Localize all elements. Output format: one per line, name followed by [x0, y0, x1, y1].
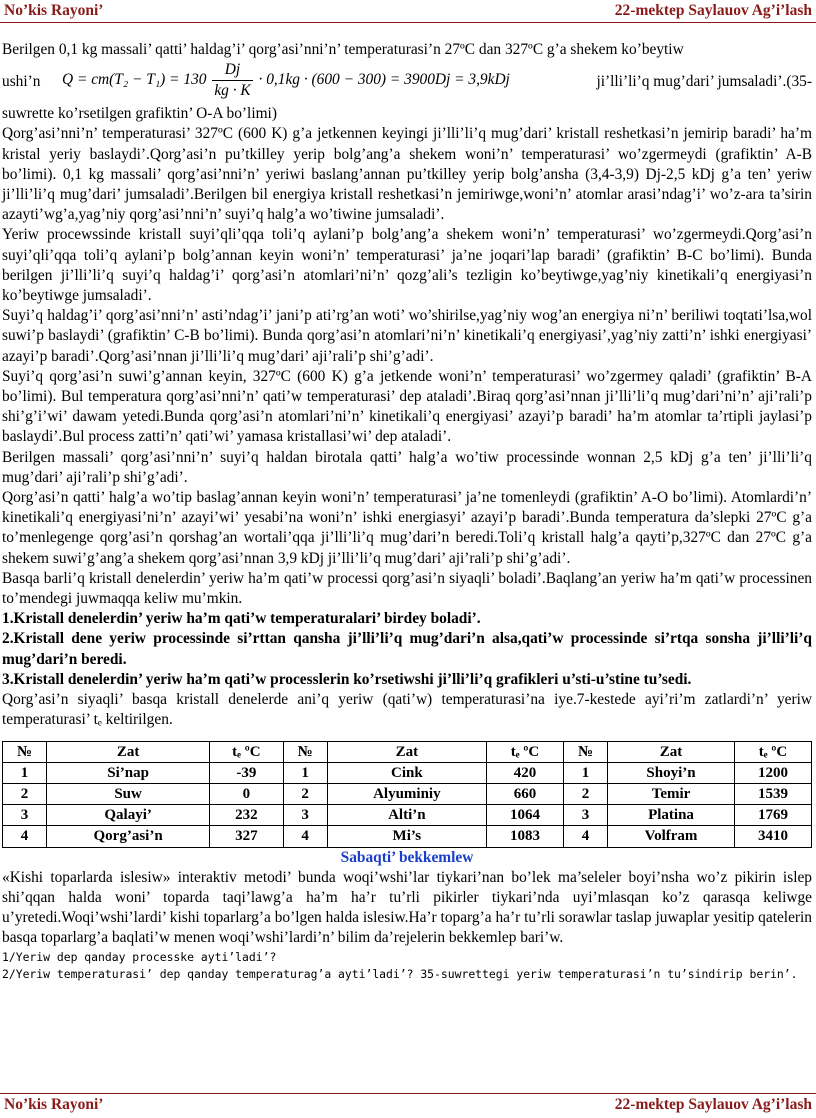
table-cell: 4	[563, 826, 607, 847]
table-cell: 0	[210, 783, 283, 804]
col-header: Zat	[327, 741, 486, 762]
table-cell: -39	[210, 762, 283, 783]
header-right: 22-mektep Saylauov Ag’i’lash	[614, 2, 812, 19]
table-cell: 1083	[487, 826, 564, 847]
table-cell: 1	[563, 762, 607, 783]
table-row	[3, 783, 812, 804]
table-cell: 1064	[487, 805, 564, 826]
conclusion-3: 3.Kristall denelerdin’ yeriw ha’m qati’w processlerin ko’rsetiwshi ji’lli’li’q grafikleri u’sti-u’stine tu’sedi.	[2, 670, 692, 688]
col-header: Zat	[608, 741, 735, 762]
document-body	[2, 40, 812, 983]
table-cell: Mi’s	[327, 826, 486, 847]
section-title: Sabaqti’ bekkemlew	[340, 848, 474, 866]
col-header: Zat	[47, 741, 210, 762]
table-cell: 1	[3, 762, 47, 783]
formula-suffix: ji’lli’li’q mug’dari’ jumsaladi’.(35-	[596, 73, 812, 91]
footer-right: 22-mektep Saylauov Ag’i’lash	[614, 1096, 812, 1113]
col-header: tₑ ºC	[487, 741, 564, 762]
paragraph-8: Qorg’asi’n qatti’ halg’a wo’tip baslag’annan keyin woni’n’ temperaturasi’ ja’ne tomenleydi (grafiktin’ A-O bo’limi). Atomlardi’n’ kinetikali’q energiyasi’ni’n’ azayi’wi’ yesabi’na woni’n’ ishki energiasyi’ azayi’p baradi’.Bunda temperatura da’slepki 27ºC g’a to’menlegenge qorg’asi’n qorshag’an wortali’qqa ji’lli’li’q mug’dari’n beredi.Toli’q kristall halg’a qayti’p,327ºC dan 27ºC g’a shekem suwi’g’ang’a shekem qorg’asi’nnan 3,9 kDj ji’lli’li’q mug’dari’ aji’rali’p shi’g’adi’.	[2, 489, 812, 567]
page-footer	[0, 1093, 816, 1118]
table-cell: 2	[3, 783, 47, 804]
table-cell: 660	[487, 783, 564, 804]
conclusion-1: 1.Kristall denelerdin’ yeriw ha’m qati’w temperaturalari’ birdey boladi’.	[2, 610, 481, 628]
paragraph-3: Qorg’asi’nni’n’ temperaturasi’ 327ºC (600 K) g’a jetkennen keyingi ji’lli’li’q mug’dari’ kristall reshetkasi’n jemirip baradi’ ha’m kristal yeriy baslaydi’.Qorg’asi’n pu’tkilley yerip bolg’ang’a shekem woni’n’ temperaturasi’ wo’zgermeydi (grafiktin’ A-B bo’limi). 0,1 kg massali’ qorg’asi’nni’n’ yeriwi baslang’annan pu’tkilley yerip bolg’ansha (3,4-3,9) Dj-2,5 kDj g’a ten’ yeriw ji’lli’li’q mug’dari’ jumsaladi’.Berilgen bil energiya kristall reshetkasi’n jemiriwge,woni’n’ atomlar arasi’ndag’i’ wo’z-ara ta’sirin azayti’wg’a,yag’niy qorg’asi’nni’n’ suyi’q halg’a wo’tiwine jumsaladi’.	[2, 125, 812, 224]
table-cell: 4	[3, 826, 47, 847]
table-cell: Qorg’asi’n	[47, 826, 210, 847]
formula-right: · 0,1kg · (600 − 300) = 3900Dj = 3,9kDj	[258, 71, 510, 89]
table-cell: 2	[283, 783, 327, 804]
table-cell: 232	[210, 805, 283, 826]
page-header	[0, 0, 816, 23]
paragraph-1: Berilgen 0,1 kg massali’ qatti’ haldag’i’ qorg’asi’nni’n’ temperaturasi’n 27ºC dan 327ºC g’a shekem ko’beytiw	[2, 41, 684, 58]
melting-temperature-table	[2, 741, 812, 848]
paragraph-2: suwrette ko’rsetilgen grafiktin’ O-A bo’limi)	[2, 105, 277, 123]
table-cell: 4	[283, 826, 327, 847]
table-cell: 3	[563, 805, 607, 826]
table-cell: 1539	[735, 783, 812, 804]
table-cell: Temir	[608, 783, 735, 804]
fraction-denominator: kg · K	[214, 82, 251, 100]
table-cell: Cink	[327, 762, 486, 783]
table-row	[3, 805, 812, 826]
fraction-numerator: Dj	[212, 60, 252, 81]
question-1: 1/Yeriw dep qanday processke ayti’ladi’?	[2, 949, 277, 964]
formula-line	[2, 60, 812, 104]
table-cell: Si’nap	[47, 762, 210, 783]
paragraph-11: «Kishi toparlarda islesiw» interaktiv metodi’ bunda woqi’wshi’lar tiykari’nan bo’lek ma’seleler boyi’nsha wo’z pikirin islep shi’qqan halda woni’ toparda taqi’lawg’a ha’m ha’r tu’rli pikirler tiykari’nda uyi’mlasqan ko’z qarasqa keliwge u’yretedi.Woqi’wshi’lardi’ kishi toparlarg’a bo’lgen halda islesiw.Ha’r toparg’a ha’r tu’rli sorawlar taslap juwaplar yesitip qatelerin basqa toparlarg’a baqlati’w menen woqi’wshi’lardi’n’ bilim da’rejelerin bekkemlep bari’w.	[2, 868, 812, 947]
table-cell: Alyuminiy	[327, 783, 486, 804]
col-header: tₑ ºC	[735, 741, 812, 762]
conclusion-2: 2.Kristall dene yeriw processinde si’rttan qansha ji’lli’li’q mug’dari’n alsa,qati’w processinde si’rtqa sonsha ji’lli’li’q mug’dari’n beredi.	[2, 630, 812, 668]
table-cell: 1200	[735, 762, 812, 783]
col-header: №	[283, 741, 327, 762]
table-row	[3, 762, 812, 783]
paragraph-4: Yeriw procewssinde kristall suyi’qli’qqa toli’q aylani’p bolg’ang’a shekem woni’n’ temperaturasi’ wo’zgermeydi.Qorg’asi’n suyi’qli’qqa toli’q aylani’p bolg’annan keyin woni’n’ temperaturasi’ ja’ne joqari’lap baradi’ (grafiktin’ B-C bo’limi). Bunda berilgen ji’lli’li’q suyi’q haldag’i’ qorg’asi’n atomlari’ni’n’ qozg’ali’s tezligin ko’beytiwge,yag’niy kinetikali’q energiyasi’n ko’beytiwge jumsaladi’.	[2, 226, 812, 305]
table-header-row	[3, 741, 812, 762]
paragraph-5: Suyi’q haldag’i’ qorg’asi’nni’n’ asti’ndag’i’ jani’p ati’rg’an woti’ wo’shirilse,yag’niy wog’an energiya ni’n’ beriliwi toqtati’lsa,wol suwi’p baslaydi’ (grafiktin’ C-B bo’limi). Bunda qorg’asi’n atomlari’ni’n’ kinetikali’q energiyasi’,yag’niy zatti’n’ ishki energiyasi’ azayi’p baradi’.Qorg’asi’nnan ji’lli’li’q mug’dari’ aji’rali’p shi’g’adi’.	[2, 307, 812, 365]
formula-left: Q = cm(T₂ − T₁) = 130	[62, 71, 207, 89]
table-cell: 2	[563, 783, 607, 804]
paragraph-9: Basqa barli’q kristall denelerdin’ yeriw ha’m qati’w processi qorg’asi’n siyaqli’ boladi’.Baqlang’an yeriw ha’m qati’w processinen to’mendegi juwmaqqa keliw mu’mkin.	[2, 569, 812, 608]
paragraph-10: Qorg’asi’n siyaqli’ basqa kristall denelerde ani’q yeriw (qati’w) temperaturasi’na iye.7-kestede ayi’ri’m zatlardi’n’ yeriw temperaturasi’ tₑ keltirilgen.	[2, 691, 812, 729]
table-row	[3, 826, 812, 847]
col-header: tₑ ºC	[210, 741, 283, 762]
table-cell: Qalayi’	[47, 805, 210, 826]
table-cell: 1	[283, 762, 327, 783]
table-cell: Alti’n	[327, 805, 486, 826]
table-cell: 3	[3, 805, 47, 826]
footer-left: No’kis Rayoni’	[4, 1096, 104, 1113]
paragraph-7: Berilgen massali’ qorg’asi’nni’n’ suyi’q haldan birotala qatti’ halg’a wo’tiw processinde wonnan 2,5 kDj g’a ten’ ji’lli’li’q mug’dari’ aji’rali’p shi’g’adi’.	[2, 448, 812, 486]
heat-formula	[62, 60, 510, 101]
col-header: №	[3, 741, 47, 762]
paragraph-6: Suyi’q qorg’asi’n suwi’g’annan keyin, 327ºC (600 K) g’a jetkende woni’n’ temperaturasi’ wo’zgermey qaladi’ (grafiktin’ B-A bo’limi). Bul temperatura qorg’asi’nni’n’ qati’w temperaturasi’ dep ataladi’.Biraq qorg’asi’nnan ji’lli’li’q mug’dari’ni’n’ aji’rali’p shi’g’i’wi’ dawam yetedi.Bunda qorg’asi’n atomlari’ni’n’ kinetikali’q energiyasi’ azayi’p baradi’ ha’m atomlar ta’rtipli jaylasi’p baslaydi’.Bul process zatti’n’ qati’wi’ yamasa kristallasi’wi’ dep ataladi’.	[2, 367, 812, 446]
table-cell: 3	[283, 805, 327, 826]
header-left: No’kis Rayoni’	[4, 2, 104, 19]
table-cell: 327	[210, 826, 283, 847]
table-cell: 1769	[735, 805, 812, 826]
table-cell: 420	[487, 762, 564, 783]
table-cell: Platina	[608, 805, 735, 826]
table-cell: Volfram	[608, 826, 735, 847]
table-cell: Shoyi’n	[608, 762, 735, 783]
table-cell: Suw	[47, 783, 210, 804]
formula-prefix: ushi’n	[2, 73, 41, 91]
question-2: 2/Yeriw temperaturasi’ dep qanday temperaturag’a ayti’ladi’? 35-suwrettegi yeriw temperaturasi’n tu’sindirip berin’.	[2, 966, 798, 981]
table-cell: 3410	[735, 826, 812, 847]
formula-fraction	[212, 60, 252, 101]
col-header: №	[563, 741, 607, 762]
